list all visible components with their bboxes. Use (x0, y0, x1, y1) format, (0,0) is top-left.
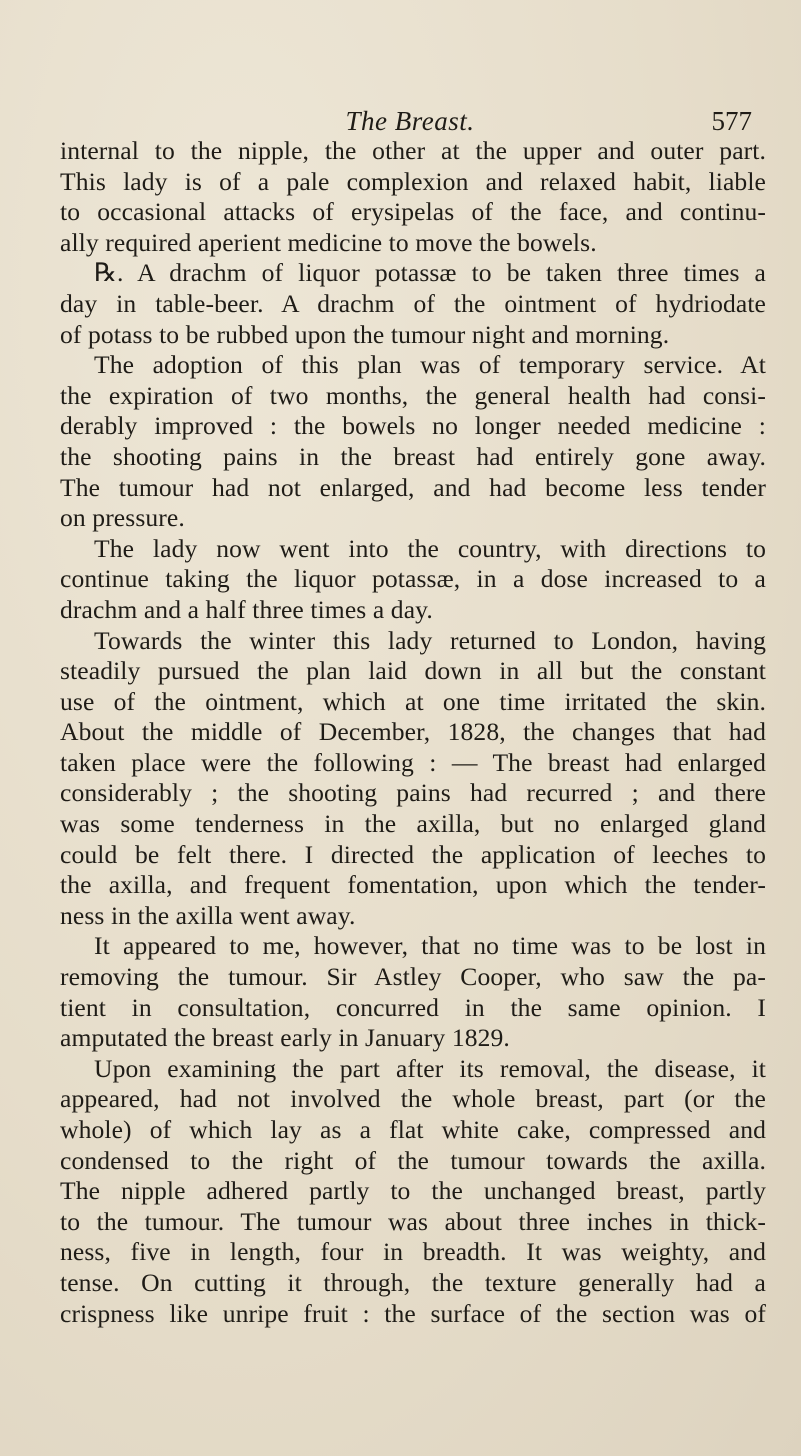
text-line: The lady now went into the country, with directions to (94, 533, 766, 563)
text-line: on pressure. (60, 503, 185, 533)
text-line: The adoption of this plan was of temporary service. At (94, 350, 766, 380)
text-line: Upon examining the part after its removal, the disease, it (94, 1053, 766, 1083)
text-line: condensed to the right of the tumour towards the axilla. (60, 1145, 766, 1175)
text-line: of potass to be rubbed upon the tumour night and morning. (60, 319, 670, 349)
text-line: About the middle of December, 1828, the changes that had (60, 717, 766, 747)
text-line: steadily pursued the plan laid down in all but the constant (60, 656, 766, 686)
page-number: 577 (711, 106, 752, 136)
text-line: appeared, had not involved the whole breast, part (or the (60, 1084, 766, 1114)
body-text (60, 136, 766, 1329)
text-line: the shooting pains in the breast had entirely gone away. (60, 441, 766, 471)
text-line: It appeared to me, however, that no time was to be lost in (94, 931, 766, 961)
text-line: tient in consultation, concurred in the same opinion. I (60, 992, 766, 1022)
text-line: tense. On cutting it through, the texture generally had a (60, 1267, 766, 1297)
text-line: taken place were the following : — The breast had enlarged (60, 747, 766, 777)
text-line: could be felt there. I directed the application of leeches to (60, 839, 766, 869)
text-line: was some tenderness in the axilla, but no enlarged gland (60, 809, 766, 839)
running-title: The Breast. (345, 106, 475, 136)
text-line: removing the tumour. Sir Astley Cooper, who saw the pa- (60, 962, 766, 992)
text-line: Towards the winter this lady returned to London, having (94, 625, 766, 655)
text-line: the expiration of two months, the general health had consi- (60, 380, 766, 410)
text-line: ally required aperient medicine to move the bowels. (60, 227, 597, 257)
text-line: whole) of which lay as a flat white cake, compressed and (60, 1115, 766, 1144)
text-line: drachm and a half three times a day. (60, 594, 433, 624)
text-line: internal to the nipple, the other at the upper and outer part. (60, 136, 766, 165)
text-line: crispness like unripe fruit : the surface of the section was of (60, 1298, 766, 1328)
text-line: to the tumour. The tumour was about three inches in thick- (60, 1206, 766, 1236)
text-line: amputated the breast early in January 1829. (60, 1023, 510, 1053)
text-line: continue taking the liquor potassæ, in a dose increased to a (60, 564, 766, 594)
text-line: the axilla, and frequent fomentation, upon which the tender- (60, 870, 766, 900)
text-line: day in table-beer. A drachm of the ointment of hydriodate (60, 288, 766, 318)
text-line: The nipple adhered partly to the unchanged breast, partly (60, 1176, 766, 1206)
text-line: This lady is of a pale complexion and relaxed habit, liable (60, 166, 766, 196)
text-line: The tumour had not enlarged, and had become less tender (60, 472, 766, 502)
text-line: ness, five in length, four in breadth. It was weighty, and (60, 1237, 766, 1267)
text-line: considerably ; the shooting pains had recurred ; and there (60, 778, 766, 808)
text-line: derably improved : the bowels no longer needed medicine : (60, 411, 766, 441)
text-line: use of the ointment, which at one time irritated the skin. (60, 686, 766, 716)
text-line: ness in the axilla went away. (60, 900, 356, 930)
text-line: to occasional attacks of erysipelas of the face, and continu- (60, 197, 766, 227)
text-line: ℞. A drachm of liquor potassæ to be taken three times a (94, 258, 766, 288)
